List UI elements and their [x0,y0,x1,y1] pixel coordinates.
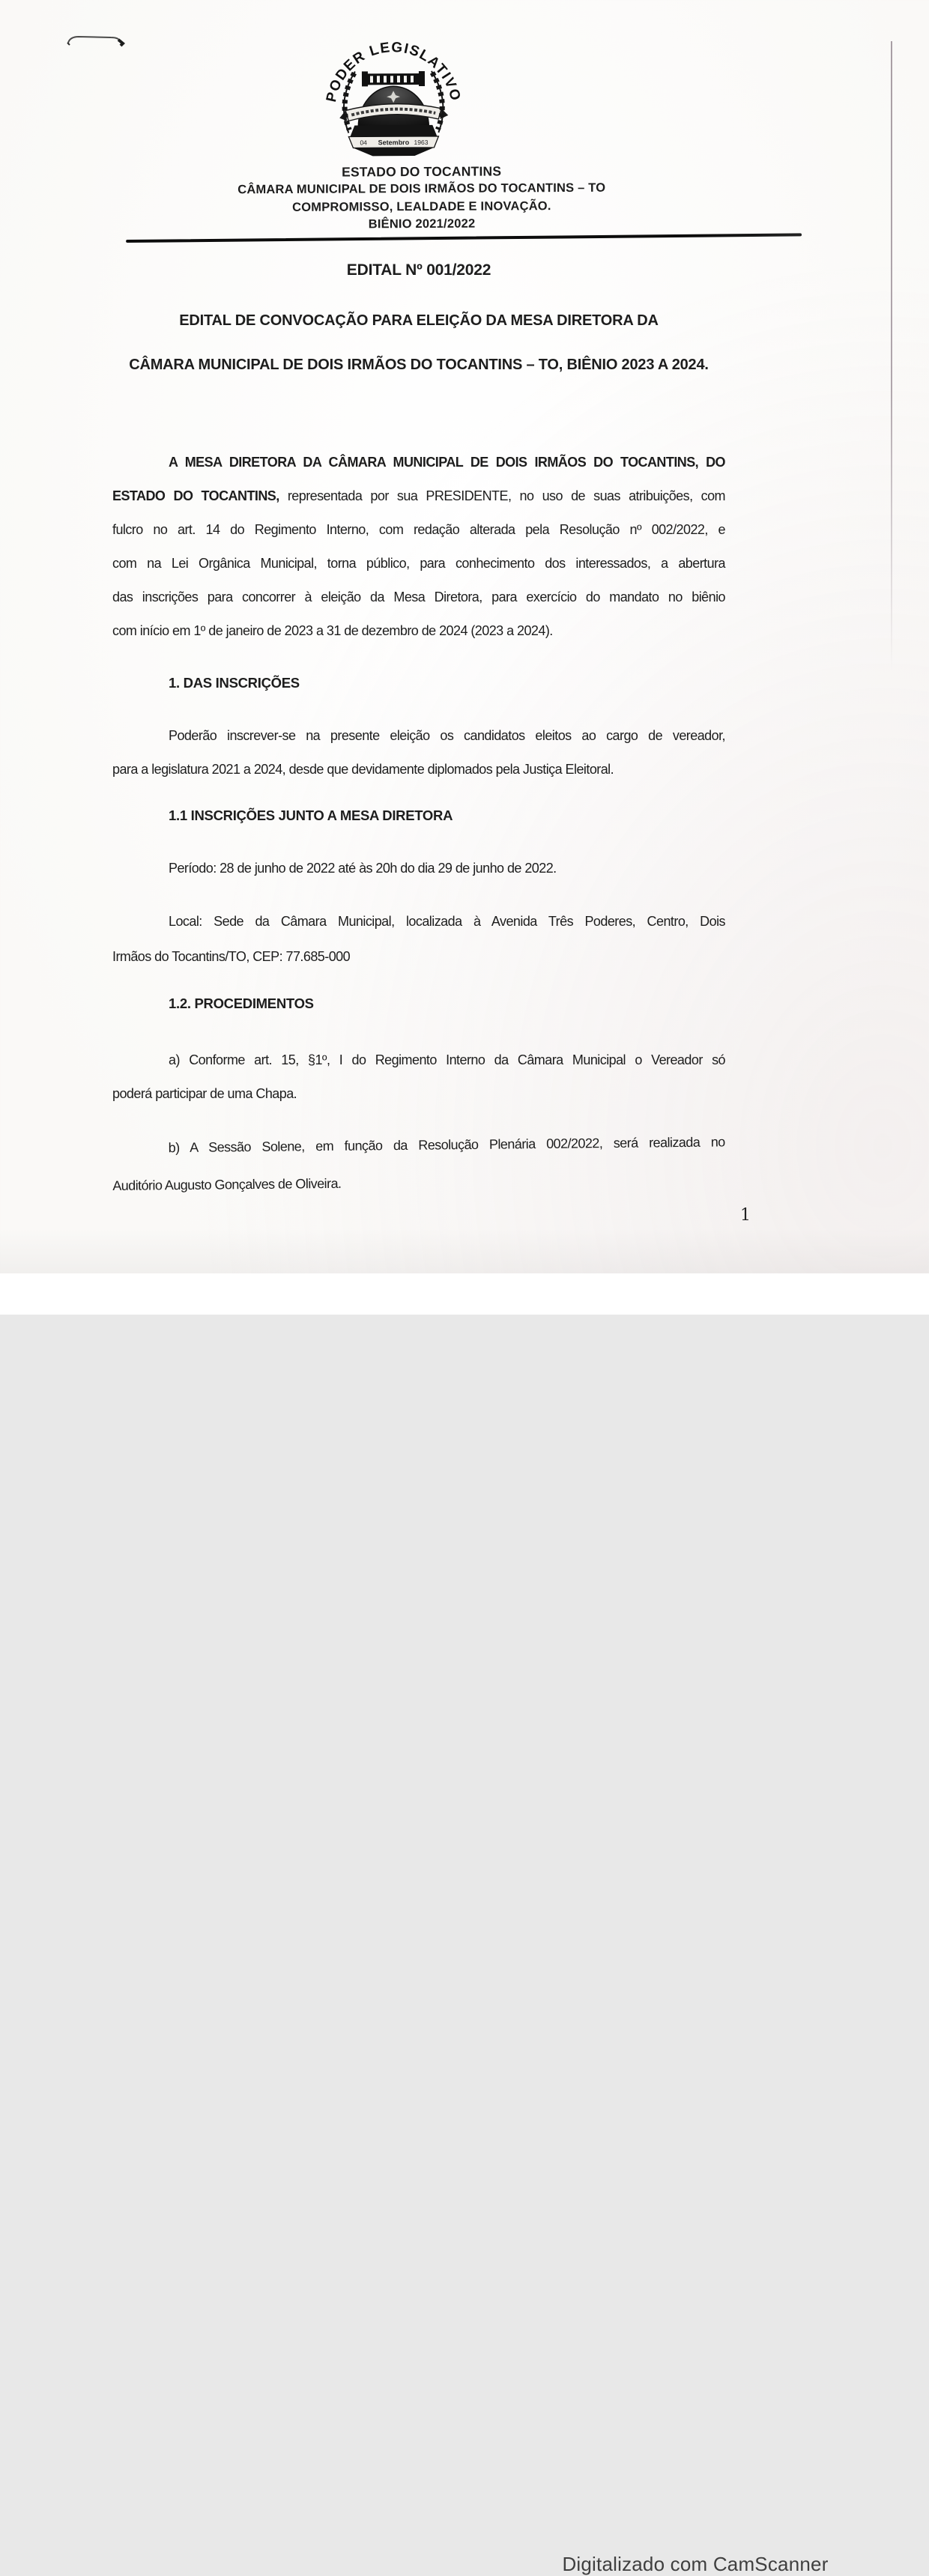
letterhead-chamber: CÂMARA MUNICIPAL DE DOIS IRMÃOS DO TOCANTINS – TO [237,181,606,197]
section-heading-inscricoes: 1. DAS INSCRIÇÕES [169,675,300,691]
paragraph-inscricoes [112,719,725,787]
section-heading-procedimentos: 1.2. PROCEDIMENTOS [169,995,314,1011]
letterhead-motto: COMPROMISSO, LEALDADE E INOVAÇÃO. [292,199,551,214]
document-title-line1: EDITAL DE CONVOCAÇÃO PARA ELEIÇÃO DA MESA DIRETORA DA [179,312,659,329]
preamble-line: fulcro no art. 14 do Regimento Interno, com redação alterada pela Resolução nº 002/2022, e [112,522,725,537]
paragraph-periodo [112,852,725,885]
preamble-line: com início em 1º de janeiro de 2023 a 31 de dezembro de 2024 (2023 a 2024). [112,623,553,638]
scan-edge-artifact [891,41,892,670]
letterhead-state: ESTADO DO TOCANTINS [341,163,502,180]
paragraph-local [112,904,725,975]
coat-of-arms [318,41,469,167]
section-heading-inscricoes-mesa: 1.1 INSCRIÇÕES JUNTO A MESA DIRETORA [169,807,453,823]
letterhead [121,0,720,231]
preamble-line: A MESA DIRETORA DA CÂMARA MUNICIPAL DE DOIS IRMÃOS DO TOCANTINS, DO [169,455,725,470]
scan-bottom-shade [0,1228,929,1273]
paragraph-preamble [112,446,725,648]
text-line: Poderão inscrever-se na presente eleição os candidatos eleitos ao cargo de vereador, [169,728,725,743]
text-line: poderá participar de uma Chapa. [112,1086,297,1101]
preamble-line: ESTADO DO TOCANTINS, representada por sua PRESIDENTE, no uso de suas atribuições, com [112,488,725,503]
text-line: Período: 28 de junho de 2022 até às 20h do dia 29 de junho de 2022. [169,861,557,876]
text-line: a) Conforme art. 15, §1º, I do Regimento Interno da Câmara Municipal o Vereador só [169,1052,725,1067]
scan-area [0,0,929,1274]
text-line: Local: Sede da Câmara Municipal, localizada à Avenida Três Poderes, Centro, Dois [169,914,725,929]
emblem-arc-title: PODER LEGISLATIVO [323,40,464,104]
paragraph-item-b [112,1123,725,1204]
svg-text:04: 04 [360,139,367,147]
edital-number: EDITAL Nº 001/2022 [346,261,491,279]
stray-pen-mark-icon [66,31,133,53]
paragraph-item-a [112,1043,725,1111]
preamble-line: das inscrições para concorrer à eleição da Mesa Diretora, para exercício do mandato no biênio [112,590,725,604]
text-line: Auditório Augusto Gonçalves de Oliveira. [112,1175,342,1193]
text-line: b) A Sessão Solene, em função da Resolução Plenária 002/2022, será realizada no [168,1134,725,1156]
svg-text:Setembro: Setembro [378,139,410,147]
camscanner-strip [0,1273,929,2575]
preamble-line: com na Lei Orgânica Municipal, torna público, para conhecimento dos interessados, a abertura [112,556,725,571]
text-line: para a legislatura 2021 a 2024, desde que devidamente diplomados pela Justiça Eleitoral. [112,762,614,777]
emblem-colonnade [362,71,425,86]
letterhead-biennium: BIÊNIO 2021/2022 [368,216,476,231]
camscanner-watermark: Digitalizado com CamScanner [562,2553,829,2575]
document-title-line2: CÂMARA MUNICIPAL DE DOIS IRMÃOS DO TOCANTINS – TO, BIÊNIO 2023 A 2024. [129,357,709,373]
text-line: Irmãos do Tocantins/TO, CEP: 77.685-000 [112,949,351,964]
svg-text:1963: 1963 [414,138,429,147]
emblem-pedestal [348,125,438,157]
header-rule [126,233,802,243]
page-number: 1 [740,1206,751,1225]
